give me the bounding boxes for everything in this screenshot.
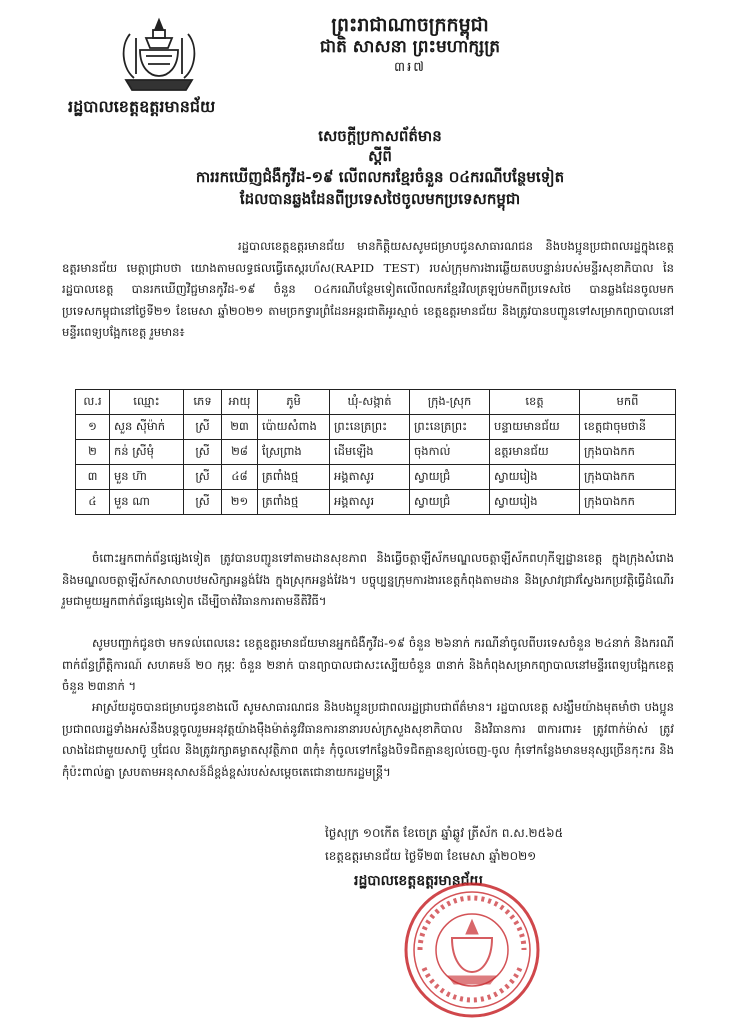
kingdom-header <box>250 14 570 78</box>
table-cell: អង្គតាសូរ <box>330 465 410 490</box>
paragraph-intro: រដ្ឋបាលខេត្តឧត្ដរមានជ័យ មានកិត្តិយសសូមជម្រាបជូនសាធារណជន និងបងប្អូនប្រជាពលរដ្ឋក្នុងខេត្តឧត្ដរមានជ័យ មេត្តាជ្រាបថា យោងតាមលទ្ធផលធ្វើតេស្តរហ័ស(RAPID TEST) របស់ក្រុមការងារឆ្លើយតបបន្ទាន់របស់មន្ទីរសុខាភិបាល នៃរដ្ឋបាលខេត្ត បានរកឃើញវិជ្ជមានកូវីដ-១៩ ចំនួន ០៤ករណីបន្ថែមទៀតលើពលករខ្មែរវិលត្រឡប់មកពីប្រទេសថៃ បានឆ្លងដែនចូលមកប្រទេសកម្ពុជានៅថ្ងៃទី២១ ខែមេសា ឆ្នាំ២០២១ តាមច្រកទ្វារព្រំដែនអន្តរជាតិអូរស្មាច់ ខេត្តឧត្ដរមានជ័យ និងត្រូវបានបញ្ជូនទៅសម្រាកព្យាបាលនៅមន្ទីរពេទ្យបង្អែកខេត្ត រួមមាន៖ <box>62 239 674 339</box>
table-cell: ប៉ោយសំពាង <box>258 415 330 440</box>
table-cell: ២ <box>76 440 110 465</box>
table-cell: កន់ ស្រីមុំ <box>110 440 184 465</box>
table-cell: ព្រះនេត្រព្រះ <box>410 415 490 440</box>
table-cell: ស្វាយរៀង <box>490 490 580 515</box>
table-cell: ស្រី <box>184 490 222 515</box>
table-header-row <box>76 390 676 415</box>
table-cell: ៣ <box>76 465 110 490</box>
table-cell: អង្គតាសូរ <box>330 490 410 515</box>
national-motto: ជាតិ សាសនា ព្រះមហាក្សត្រ <box>319 37 501 57</box>
table-cell: ឧត្ដរមានជ័យ <box>490 440 580 465</box>
paragraph-advice: អាស្រ័យដូចបានជម្រាបជូនខាងលើ សូមសាធារណជន និងបងប្អូនប្រជាពលរដ្ឋជ្រាបជាព័ត៌មាន។ រដ្ឋបាលខេត្ត សង្ឃឹមយ៉ាងមុតមាំថា បងប្អូនប្រជាពលរដ្ឋទាំងអស់នឹងបន្តចូលរួមអនុវត្តយ៉ាងម៉ឺងម៉ាត់នូវវិធានការនានារបស់ក្រសួងសុខាភិបាល និងវិធានការ ៣ការពារ៖ ត្រូវពាក់ម៉ាស់ ត្រូវលាងដៃជាមួយសាប៊ូ ឬជែល និងត្រូវរក្សាគម្លាតសុវត្ថិភាព ៣កុំ៖ កុំចូលទៅកន្លែងបិទជិតគ្មានខ្យល់ចេញ-ចូល កុំទៅកន្លែងមានមនុស្សច្រើនកុះករ និងកុំប៉ះពាល់គ្នា ស្របតាមអនុសាសន៍ដ៏ខ្ពង់ខ្ពស់របស់សម្ដេចតេជោនាយករដ្ឋមន្ត្រី។ <box>62 700 674 779</box>
paragraph-totals: សូមបញ្ជាក់ជូនថា មកទល់ពេលនេះ ខេត្តឧត្ដរមានជ័យមានអ្នកជំងឺកូវីដ-១៩ ចំនួន ២៦នាក់ ករណីនាំចូលពីបរទេសចំនួន ២៤នាក់ និងករណីពាក់ព័ន្ធព្រឹត្តិការណ៍ សហគមន៍ ២០ កុម្ភៈ ចំនួន ២នាក់ បានព្យាបាលជាសះស្បើយចំនួន ៣នាក់ និងកំពុងសម្រាកព្យាបាលនៅមន្ទីរពេទ្យបង្អែកខេត្តចំនួន ២៣នាក់ ។ <box>62 636 674 693</box>
red-official-seal-icon <box>402 880 542 1020</box>
header-ornament: ៣៛៧ <box>394 60 426 75</box>
table-cell: ក្រុងបាងកក <box>580 490 676 515</box>
cases-table <box>75 389 676 515</box>
document-subject-line2: ដែលបានឆ្លងដែនពីប្រទេសថៃចូលមកប្រទេសកម្ពុជា <box>239 190 521 208</box>
table-cell: ស្វាយរៀង <box>490 465 580 490</box>
table-cell: ក្រុងបាងកក <box>580 440 676 465</box>
document-title: សេចក្ដីប្រកាសព័ត៌មាន <box>318 127 442 145</box>
document-subject-line1: ការរកឃើញជំងឺកូវីដ-១៩ លើពលករខ្មែរចំនួន ០៤ករណីបន្ថែមទៀត <box>195 168 565 186</box>
table-row <box>76 465 676 490</box>
table-cell: ស្រី <box>184 415 222 440</box>
column-header: ឈ្មោះ <box>110 390 184 415</box>
table-cell: ត្រពាំងថ្ម <box>258 465 330 490</box>
column-header: ឃុំ-សង្កាត់ <box>330 390 410 415</box>
table-cell: ព្រះនេត្រព្រះ <box>330 415 410 440</box>
table-cell: ស្រី <box>184 440 222 465</box>
table-row <box>76 415 676 440</box>
solar-date: ខេត្តឧត្ដរមានជ័យ ថ្ងៃទី២៣ ខែមេសា ឆ្នាំ២០២១ <box>325 849 537 863</box>
signer-office: រដ្ឋបាលខេត្តឧត្ដរមានជ័យ <box>354 873 483 889</box>
table-cell: ត្រពាំងថ្ម <box>258 490 330 515</box>
table-cell: ក្រុងបាងកក <box>580 465 676 490</box>
column-header: ល.រ <box>76 390 110 415</box>
table-cell: ៤ <box>76 490 110 515</box>
table-cell: ស្វាយជ្រំ <box>410 490 490 515</box>
column-header: ភូមិ <box>258 390 330 415</box>
table-cell: មួន ណា <box>110 490 184 515</box>
table-row <box>76 440 676 465</box>
table-cell: ដើមឡើង <box>330 440 410 465</box>
document-about: ស្ដីពី <box>368 147 392 165</box>
table-cell: ៤៨ <box>222 465 258 490</box>
royal-coat-of-arms-icon <box>116 16 202 96</box>
kingdom-name: ព្រះរាជាណាចក្រកម្ពុជា <box>331 14 489 36</box>
table-cell: សួន ស៊ីម៉ាក់ <box>110 415 184 440</box>
lunar-date: ថ្ងៃសុក្រ ១០កើត ខែចេត្រ ឆ្នាំឆ្លូវ ត្រីស័ក ព.ស.២៥៦៥ <box>325 826 564 840</box>
table-cell: ១ <box>76 415 110 440</box>
table-cell: ចុងកាល់ <box>410 440 490 465</box>
column-header: អាយុ <box>222 390 258 415</box>
column-header: ក្រុង-ស្រុក <box>410 390 490 415</box>
table-cell: ស្វាយជ្រំ <box>410 465 490 490</box>
issuing-office: រដ្ឋបាលខេត្តឧត្ដរមានជ័យ <box>68 97 216 116</box>
document-heading <box>60 126 700 210</box>
column-header: ខេត្ត <box>490 390 580 415</box>
paragraph-contacts: ចំពោះអ្នកពាក់ព័ន្ធផ្សេងទៀត ត្រូវបានបញ្ជូនទៅតាមដានសុខភាព និងធ្វើចត្តាឡីស័កមណ្ឌលចត្តាឡីស័កពហុកីឡដ្ឋានខេត្ត ក្នុងក្រុងសំរោង និងមណ្ឌលចត្តាឡីស័កសាលាបឋមសិក្សាអន្លង់វែង ក្នុងស្រុកអន្លង់វែង។ បច្ចុប្បន្នក្រុមការងារខេត្តកំពុងតាមដាន និងស្រាវជ្រាវស្វែងរកប្រវត្តិធ្វើដំណើររួមជាមួយអ្នកពាក់ព័ន្ធផ្សេងទៀត ដើម្បីចាត់វិធានការតាមនីតិវិធី។ <box>62 551 674 608</box>
column-header: មកពី <box>580 390 676 415</box>
table-cell: ២៣ <box>222 415 258 440</box>
table-cell: ២៨ <box>222 440 258 465</box>
table-cell: ខេត្តជាចុមថានី <box>580 415 676 440</box>
table-row <box>76 490 676 515</box>
column-header: ភេទ <box>184 390 222 415</box>
table-cell: ២១ <box>222 490 258 515</box>
table-cell: មួន ហ៊ា <box>110 465 184 490</box>
table-cell: បន្ទាយមានជ័យ <box>490 415 580 440</box>
table-cell: ស្រី <box>184 465 222 490</box>
table-cell: ស្រែព្រាង <box>258 440 330 465</box>
